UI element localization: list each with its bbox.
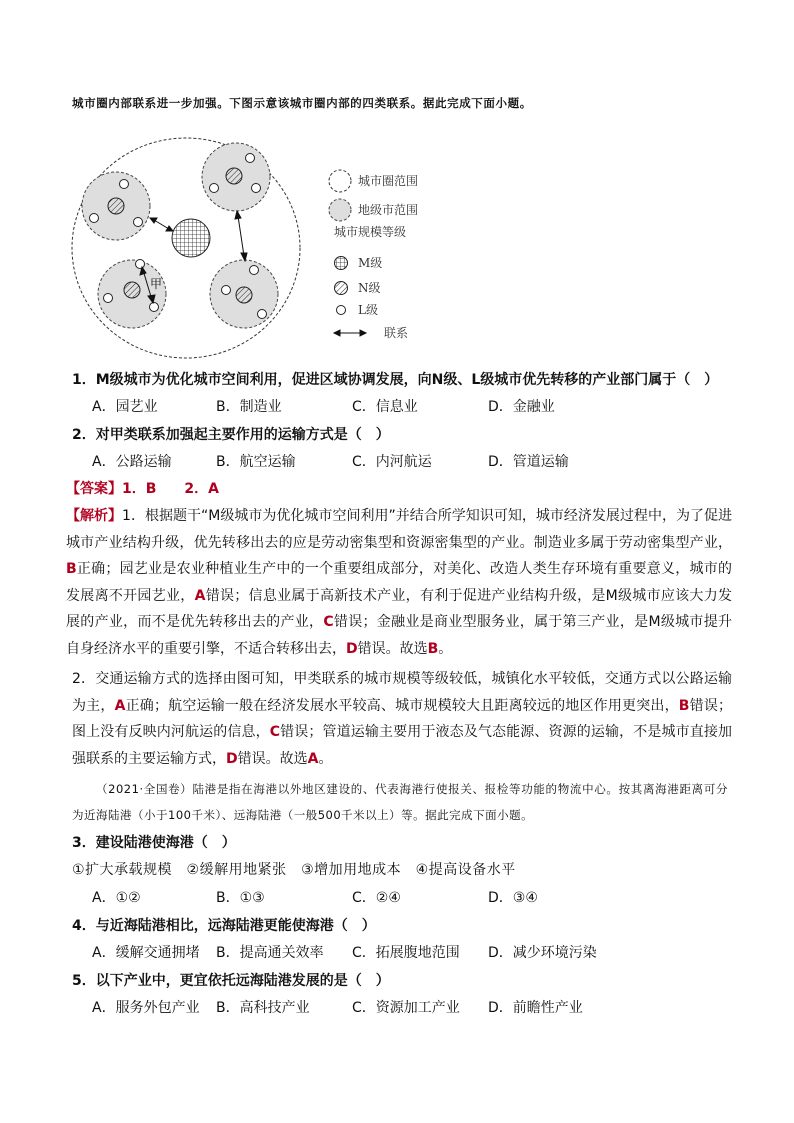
analysis-paragraph-2 <box>72 666 732 772</box>
legend-circle-label: 城市圈范围 <box>358 174 419 188</box>
n-city <box>108 198 124 214</box>
legend-scale-title: 城市规模等级 <box>334 225 407 239</box>
link-arrow <box>235 211 247 261</box>
analysis-text: 错误；金融业是商业型服务业，属于第三产业，是M级城市提升自身经济水平的重要引擎，不适合转移出去， <box>66 614 733 657</box>
analysis-text: 1．根据题干“M级城市为优化城市空间利用”并结合所学知识可知，城市经济发展过程中，为了促进城市产业结构升级，优先转移出去的应是劳动密集型和资源密集型的产业。制造业多属于劳动密集型产业， <box>66 508 732 551</box>
q3-option-a[interactable]: A．①② <box>92 890 141 906</box>
l-city <box>258 310 267 319</box>
l-city <box>252 184 261 193</box>
q1-option-c[interactable]: C．信息业 <box>352 399 418 415</box>
q1-option-b[interactable]: B．制造业 <box>216 399 282 415</box>
q3-option-b[interactable]: B．①③ <box>216 890 265 906</box>
legend-link-symbol <box>334 330 366 336</box>
legend-m-symbol <box>335 257 348 270</box>
q4-option-d[interactable]: D．减少环境污染 <box>488 945 597 961</box>
l-city <box>150 303 159 312</box>
answer-text: 1．B 2．A <box>122 481 219 497</box>
answer-tag: 【答案】 <box>66 481 122 497</box>
q5-option-b[interactable]: B．高科技产业 <box>216 1000 310 1016</box>
l-city <box>136 260 145 269</box>
n-city <box>226 168 242 184</box>
analysis-text: 正确；航空运输一般在经济发展水平较高、城市规模较大且距离较远的地区作用更突出， <box>125 697 679 714</box>
analysis-option-ref: C <box>323 614 334 630</box>
analysis-option-ref: D <box>346 640 358 657</box>
legend-l-symbol <box>337 306 346 315</box>
q2-stem: 2．对甲类联系加强起主要作用的运输方式是（ ） <box>72 427 390 443</box>
q5-option-a[interactable]: A．服务外包产业 <box>92 1000 200 1016</box>
analysis-text: 错误；图上没有反映内河航运的信息， <box>72 697 733 740</box>
q4-option-b[interactable]: B．提高通关效率 <box>216 945 324 961</box>
jia-label: 甲 <box>150 277 163 291</box>
q2-option-c[interactable]: C．内河航运 <box>352 454 432 470</box>
link-arrow <box>150 218 173 231</box>
q5-options <box>92 998 583 1018</box>
q4-options <box>92 943 597 963</box>
legend-m-label: M级 <box>358 256 383 270</box>
analysis-option-ref: A <box>114 697 126 714</box>
l-city <box>210 184 219 193</box>
l-city <box>120 180 129 189</box>
passage-2: （2021·全国卷）陆港是指在海港以外地区建设的、代表海港行使报关、报检等功能的物流中心。按其离海港距离可分为近海陆港（小于100千米）、远海陆港（一般500千米以上）等。据此完成下面小题。 <box>72 782 728 822</box>
analysis-text: 错误。故选 <box>237 750 308 767</box>
legend-circle-symbol <box>329 170 351 192</box>
q2-option-b[interactable]: B．航空运输 <box>216 454 296 470</box>
analysis-text: 2．交通运输方式的选择由图可知，甲类联系的城市规模等级较低，城镇化水平较低，交通方式以公路运输为主， <box>72 671 732 714</box>
q3-options <box>92 888 538 908</box>
intro-text: 城市圈内部联系进一步加强。下图示意该城市圈内部的四类联系。据此完成下面小题。 <box>72 96 532 110</box>
analysis-option-ref: B <box>678 697 690 714</box>
q5-option-d[interactable]: D．前瞻性产业 <box>488 1000 583 1016</box>
q2-option-d[interactable]: D．管道运输 <box>488 454 569 470</box>
l-city <box>104 294 113 303</box>
legend-l-label: L级 <box>358 303 378 317</box>
q1-stem: 1．M级城市为优化城市空间利用，促进区域协调发展，向N级、L级城市优先转移的产业部门属于（ ） <box>72 372 719 388</box>
q1-option-a[interactable]: A．园艺业 <box>92 399 158 415</box>
analysis-option-ref: B <box>427 640 439 657</box>
analysis-option-ref: A <box>307 750 319 767</box>
answer-line <box>66 479 219 499</box>
q1-option-d[interactable]: D．金融业 <box>488 399 555 415</box>
analysis-text: 。 <box>438 640 453 657</box>
analysis-tag: 【解析】 <box>66 508 123 524</box>
analysis-option-ref: B <box>66 561 77 577</box>
q2-options <box>92 452 569 472</box>
l-city <box>90 214 99 223</box>
q4-option-c[interactable]: C．拓展腹地范围 <box>352 945 460 961</box>
analysis-option-ref: C <box>269 724 281 740</box>
l-city <box>250 266 259 275</box>
q3-stem: 3．建设陆港使海港（ ） <box>72 835 236 851</box>
legend-n-symbol <box>335 282 348 295</box>
n-city <box>236 287 252 303</box>
analysis-text: 正确；园艺业是农业种植业生产中的一个重要组成部分，对美化、改造人类生存环境有重要意义，城市的发展离不开园艺业， <box>66 561 732 604</box>
analysis-text: 错误；管道运输主要用于液态及气态能源、资源的运输，不是城市直接加强联系的主要运输方式， <box>72 724 733 767</box>
q1-options <box>92 397 555 417</box>
analysis-text: 错误；信息业属于高新技术产业，有利于促进产业结构升级，是M级城市应该大力发展的产业，而不是优先转移出去的产业， <box>66 587 733 630</box>
n-city <box>124 282 140 298</box>
analysis-text: 错误。故选 <box>357 640 428 657</box>
legend-prefecture-symbol <box>329 199 351 221</box>
q3-option-c[interactable]: C．②④ <box>352 890 401 906</box>
m-city <box>172 219 210 257</box>
analysis-text: 。 <box>318 750 333 767</box>
legend-link-label: 联系 <box>384 326 409 340</box>
legend-n-label: N级 <box>358 281 381 295</box>
analysis-option-ref: A <box>194 587 206 604</box>
l-city <box>134 218 143 227</box>
l-city <box>246 154 255 163</box>
q4-option-a[interactable]: A．缓解交通拥堵 <box>92 945 200 961</box>
q2-option-a[interactable]: A．公路运输 <box>92 454 172 470</box>
q3-items: ①扩大承载规模 ②缓解用地紧张 ③增加用地成本 ④提高设备水平 <box>72 862 516 878</box>
q3-option-d[interactable]: D．③④ <box>488 890 538 906</box>
city-circle-figure <box>68 130 468 365</box>
l-city <box>222 286 231 295</box>
analysis-option-ref: D <box>226 750 238 767</box>
legend-prefecture-label: 地级市范围 <box>358 203 419 217</box>
q4-stem: 4．与近海陆港相比，远海陆港更能使海港（ ） <box>72 918 376 934</box>
q5-stem: 5．以下产业中，更宜依托远海陆港发展的是（ ） <box>72 973 390 989</box>
q5-option-c[interactable]: C．资源加工产业 <box>352 1000 460 1016</box>
analysis-paragraph-1 <box>66 503 732 662</box>
